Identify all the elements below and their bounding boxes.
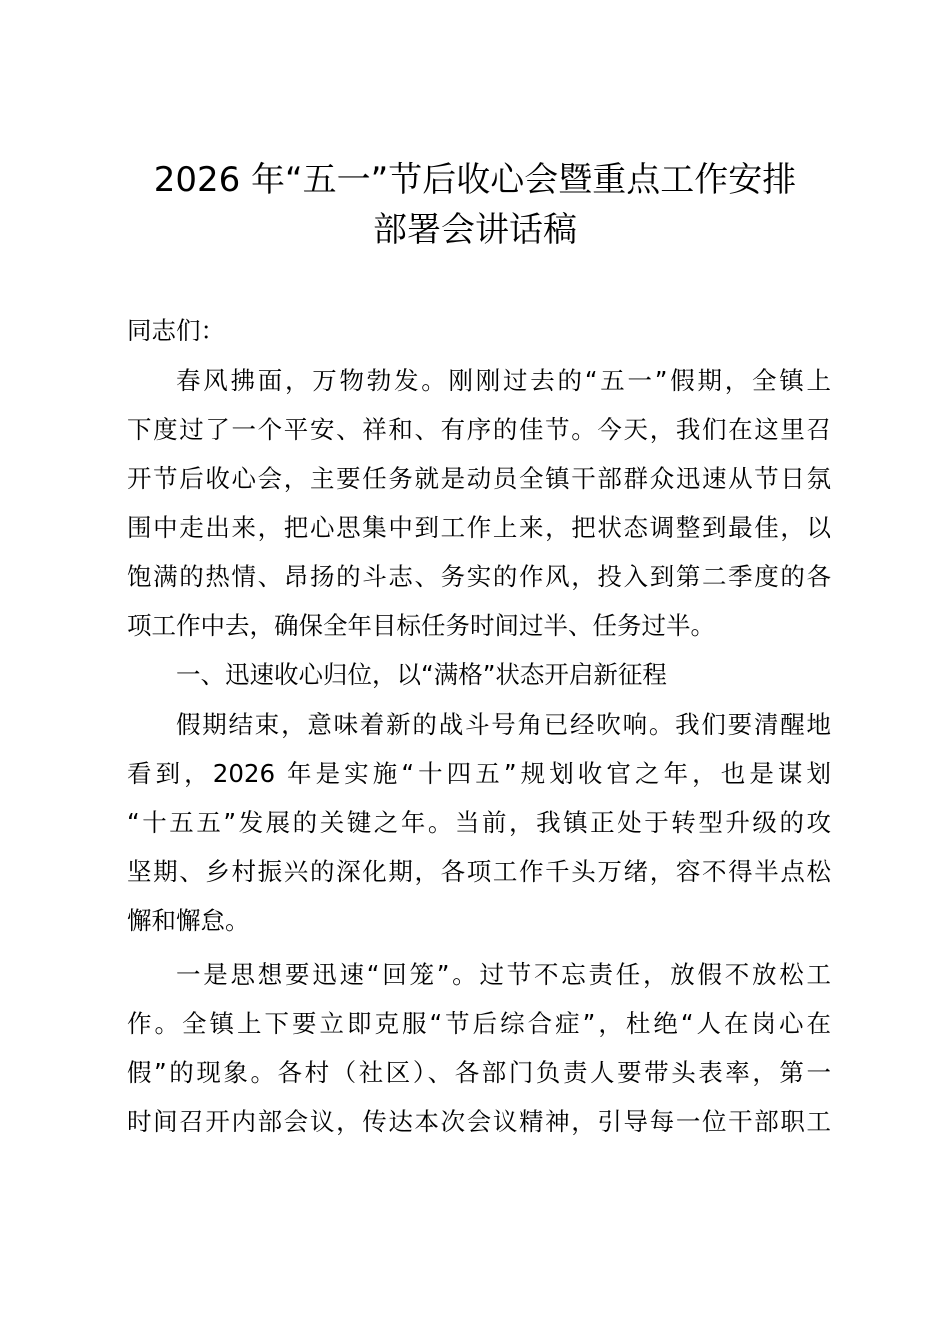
paragraph-2-line-4: 坚期、乡村振兴的深化期，各项工作千头万绪，容不得半点松 [127, 857, 831, 886]
paragraph-1-line-3: 开节后收心会，主要任务就是动员全镇干部群众迅速从节日氛 [127, 464, 831, 493]
paragraph-3-line-2: 作。全镇上下要立即克服“节后综合症”，杜绝“人在岗心在 [127, 1009, 831, 1038]
paragraph-2-line-5: 懈和懈怠。 [127, 906, 250, 935]
paragraph-1-line-2: 下度过了一个平安、祥和、有序的佳节。今天，我们在这里召 [127, 415, 831, 444]
paragraph-3-line-4: 时间召开内部会议，传达本次会议精神，引导每一位干部职工 [127, 1107, 831, 1136]
paragraph-1-line-4: 围中走出来，把心思集中到工作上来，把状态调整到最佳，以 [127, 513, 831, 542]
paragraph-1-line-6: 项工作中去，确保全年目标任务时间过半、任务过半。 [127, 611, 715, 640]
paragraph-2-line-1: 假期结束，意味着新的战斗号角已经吹响。我们要清醒地 [176, 710, 831, 739]
salutation: 同志们： [127, 316, 225, 345]
paragraph-1-line-1: 春风拂面，万物勃发。刚刚过去的“五一”假期，全镇上 [176, 366, 831, 395]
paragraph-1-line-5: 饱满的热情、昂扬的斗志、务实的作风，投入到第二季度的各 [127, 562, 831, 591]
document-title-line-2: 部署会讲话稿 [373, 210, 577, 250]
section-heading-1: 一、迅速收心归位，以“满格”状态开启新征程 [176, 660, 667, 689]
paragraph-2-line-3: “十五五”发展的关键之年。当前，我镇正处于转型升级的攻 [127, 808, 831, 837]
document-title-line-1: 2026 年“五一”节后收心会暨重点工作安排 [153, 160, 797, 200]
paragraph-3-line-3: 假”的现象。各村（社区）、各部门负责人要带头表率，第一 [127, 1058, 831, 1087]
paragraph-3-line-1: 一是思想要迅速“回笼”。过节不忘责任，放假不放松工 [176, 960, 831, 989]
paragraph-2-line-2: 看到，2026 年是实施“十四五”规划收官之年，也是谋划 [127, 759, 831, 788]
